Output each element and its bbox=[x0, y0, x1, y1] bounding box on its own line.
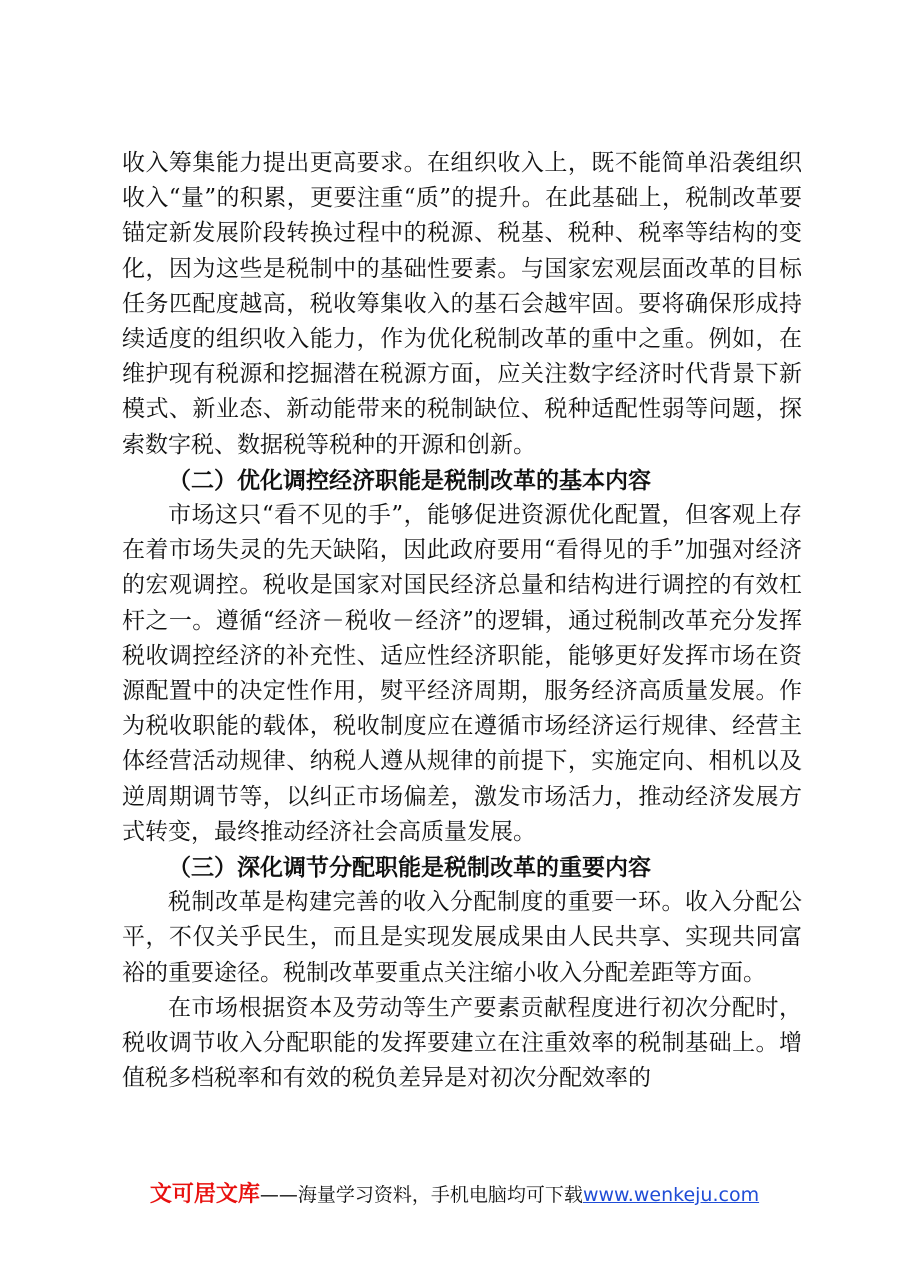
footer-brand: 文可居文库 bbox=[149, 1182, 260, 1207]
paragraph-macro-control: 市场这只“看不见的手”，能够促进资源优化配置，但客观上存在着市场失灵的先天缺陷，因此政府要用“看得见的手”加强对经济的宏观调控。税收是国家对国民经济总量和结构进行调控的有效杠杆之一。遵循“经济－税收－经济”的逻辑，通过税制改革充分发挥税收调控经济的补充性、适应性经济职能，能够更好发挥市场在资源配置中的决定性作用，熨平经济周期，服务经济高质量发展。作为税收职能的载体，税收制度应在遵循市场经济运行规律、经营主体经营活动规律、纳税人遵从规律的前提下，实施定向、相机以及逆周期调节等，以纠正市场偏差，激发市场活力，推动经济发展方式转变，最终推动经济社会高质量发展。 bbox=[122, 502, 802, 845]
footer-description: ——海量学习资料，手机电脑均可下载 bbox=[259, 1184, 583, 1206]
paragraph-continuation: 收入筹集能力提出更高要求。在组织收入上，既不能简单沿袭组织收入“量”的积累，更要注重“质”的提升。在此基础上，税制改革要锚定新发展阶段转换过程中的税源、税基、税种、税率等结构的变化，因为这些是税制中的基础性要素。与国家宏观层面改革的目标任务匹配度越高，税收筹集收入的基石会越牢固。要将确保形成持续适度的组织收入能力，作为优化税制改革的重中之重。例如，在维护现有税源和挖掘潜在税源方面，应关注数字经济时代背景下新模式、新业态、新动能带来的税制缺位、税种适配性弱等问题，探索数字税、数据税等税种的开源和创新。 bbox=[122, 150, 802, 458]
section-heading-3: （三）深化调节分配职能是税制改革的重要内容 bbox=[168, 854, 651, 882]
document-body bbox=[122, 146, 802, 1096]
paragraph-initial-distribution: 在市场根据资本及劳动等生产要素贡献程度进行初次分配时，税收调节收入分配职能的发挥要建立在注重效率的税制基础上。增值税多档税率和有效的税负差异是对初次分配效率的 bbox=[122, 994, 802, 1092]
footer-banner bbox=[0, 1180, 909, 1210]
paragraph-distribution: 税制改革是构建完善的收入分配制度的重要一环。收入分配公平，不仅关乎民生，而且是实现发展成果由人民共享、实现共同富裕的重要途径。税制改革要重点关注缩小收入分配差距等方面。 bbox=[122, 889, 802, 986]
section-heading-2: （二）优化调控经济职能是税制改革的基本内容 bbox=[168, 466, 651, 494]
footer-link[interactable]: www.wenkeju.com bbox=[582, 1184, 760, 1206]
